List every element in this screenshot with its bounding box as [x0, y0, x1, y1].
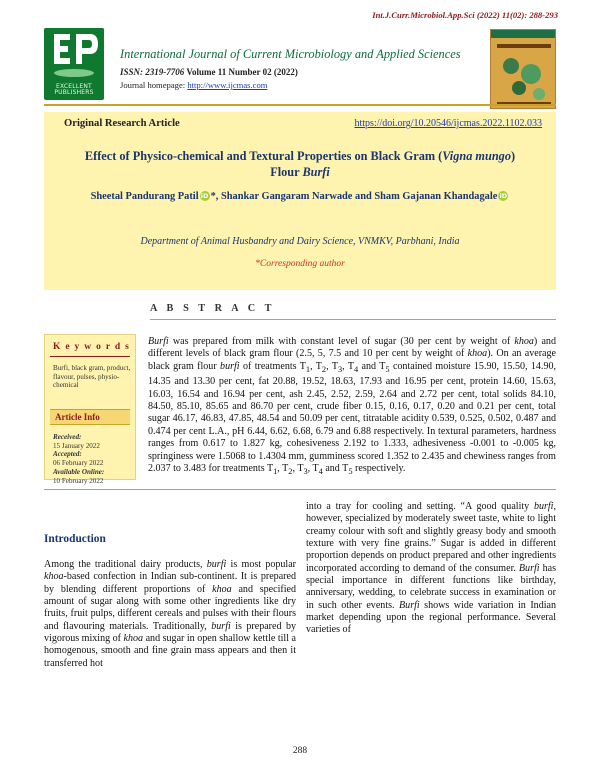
received-label: Received: — [53, 433, 82, 441]
body-text: Among the traditional dairy products, — [44, 559, 207, 570]
orcid-icon[interactable]: iD — [499, 192, 508, 200]
body-text: , however, specialized by moderately sweet taste, white to light creamy colour with soft and slightly greasy body and smooth texture with very fine grains.” Sugar is added in different proportion depends on product prepared and other ingredients incorporated according to demand of the consumer. — [306, 501, 556, 574]
body-italic: khoa — [44, 571, 64, 583]
abs-sub: 1 — [305, 364, 311, 374]
body-text: and specified amount of sugar along with some other ingredients like dry fruits, fruit pulps, different cereals and pulses with their flours and flavouring materials. Traditionally, — [44, 583, 296, 632]
running-head-volume: 11 — [501, 10, 511, 20]
affiliation: Department of Animal Husbandry and Dairy Science, VNMKV, Parbhani, India — [140, 236, 460, 247]
abs-text-3: ). On an average black gram flour — [148, 348, 556, 372]
body-text: is prepared by vigorous mixing of — [44, 620, 296, 645]
body-text: into a tray for cooling and setting. “A good quality — [306, 501, 534, 512]
abs-sub: 3 — [303, 467, 308, 477]
abs-italic-khoa: khoa — [514, 336, 534, 347]
abs-sub: 2 — [321, 364, 327, 374]
accepted-date: 06 February 2022 — [53, 459, 104, 468]
abstract-text: Burfi was prepared from milk with constant level of sugar (30 per cent by weight of khoa) and different levels of black gram flour (2.5, 5, 7.5 and 10 per cent by weight of khoa). On an average black gram flour burfi of treatments $T_1$, $T_2$, $T_3$, $T_4$ and $T_5$ contained moisture 15.90, 15.50, 14.90, 14.35 and 13.30 per cent, fat 20.88, 19.52, 18.63, 17.93 and 16.95 per cent, protein 14.60, 15.63, 16.03, 16.54 and 16.94 per cent, ash 2.45, 2.52, 2.59, 2.64 and 2.72 per cent, total solids 84.10, 84.50, 85.10, 85.65 and 86.70 per cent, crude fiber 0.15, 0.16, 0.17, 0.20 and 0.21 per cent, total sugar 46.17, 46.83, 47.85, 48.54 and 50.09 per cent, titratable acidity 0.539, 0.525, 0.502, 0.487 and 0.474 per cent L.A., pH 6.44, 6.62, 6.68, 6.79 and 6.88 respectively. In textural parameters, hardness ranges from 0.617 to 1.827 kg, cohesiveness 2.192 to 1.333, adhesiveness -0.001 to -0.005 kg, springiness were 1.5068 to 1.4304 mm, gumminess scored 1.352 to 2.435 and chewiness ranges from 2.037 to 3.483 for treatments $T_1$, $T_2$, $T_3$, $T_4$ and $T_5$ respectively. — [148, 336, 556, 477]
online-label: Available Online: — [53, 467, 105, 476]
issn-volume: Volume 11 Number 02 (2022) — [184, 67, 298, 77]
abs-text-5: contained moisture 15.90, 15.50, 14.90, 14.35 and 13.30 per cent, fat 20.88, 19.52, 18.63, 17.93 and 16.95 per cent, protein 14.60, 15.63, 16.03, 16.54 and 16.94 per cent, ash 2.45, 2.52, 2.59, 2.64 and 2.72 per cent, total solids 84.10, 84.50, 85.10, 85.65 and 86.70 per cent, crude fiber 0.15, 0.16, 0.17, 0.20 and 0.21 per cent, total sugar 46.17, 46.83, 47.85, 48.54 and 50.09 per cent, titratable acidity 0.539, 0.525, 0.502, 0.487 and 0.474 per cent L.A., pH 6.44, 6.62, 6.68, 6.79 and 6.88 respectively. In textural parameters, hardness ranges from 0.617 to 1.827 kg, cohesiveness 2.192 to 1.333, adhesiveness -0.001 to -0.005 kg, springiness were 1.5068 to 1.4304 mm, gumminess scored 1.352 to 2.435 and chewiness ranges from 2.037 to 3.483 for treatments T — [148, 360, 556, 475]
abs-sub: 4 — [353, 364, 359, 374]
online-date: 10 February 2022 — [53, 476, 104, 485]
publisher-logo-icon — [44, 28, 104, 82]
body-text: shows wide variation in Indian market depending upon the regional performance. Several varieties of — [306, 599, 556, 636]
title-line2-text: Flour — [270, 165, 303, 179]
body-text: -based confection in Indian sub-continent. It is prepared by blending different proportions of — [44, 571, 296, 595]
keywords-text: Burfi, black gram, product, flavour, pulses, physio-chemical — [53, 364, 131, 390]
homepage-link[interactable]: http://www.ijcmas.com — [187, 80, 268, 90]
abs-sep: , — [310, 360, 316, 372]
abs-sub: 2 — [288, 467, 293, 477]
introduction-heading: Introduction — [44, 533, 106, 545]
doi-link[interactable]: https://doi.org/10.20546/ijcmas.2022.1102.033 — [354, 118, 542, 129]
abs-text-4: of treatments T — [239, 360, 306, 372]
header-divider — [44, 104, 556, 106]
abs-sub: 3 — [337, 364, 343, 374]
body-text: and sugar in open shallow kettle till a homogenous, smooth and fine grain mass appears and then it transferred hot — [44, 633, 296, 669]
body-italic: burfi — [211, 620, 231, 632]
title-paren-close: ) — [510, 149, 516, 163]
abs-sep: , — [342, 360, 348, 372]
issn-line — [120, 67, 298, 77]
abs-sep: and — [358, 360, 380, 372]
journal-homepage — [120, 80, 267, 90]
keywords-divider — [50, 356, 130, 357]
body-text: is most popular — [226, 559, 296, 570]
logo-text-line1: EXCELLENT — [56, 82, 92, 90]
orcid-icon[interactable]: iD — [200, 192, 209, 200]
author-others: *, Shankar Gangaram Narwade and Sham Gajanan Khandagale — [210, 191, 498, 202]
keywords-heading: K e y w o r d s — [53, 342, 131, 352]
received-date: 15 January 2022 — [53, 441, 100, 450]
running-head-journal: Int.J.Curr.Microbiol.App.Sci — [372, 10, 475, 20]
abs-text-2: ) and different levels of black gram flour (2.5, 5, 7.5 and 10 per cent by weight of — [148, 336, 556, 360]
body-column-left — [44, 559, 296, 670]
abs-text-1: was prepared from milk with constant level of sugar (30 per cent by weight of — [168, 336, 515, 347]
abs-italic-khoa: khoa — [467, 348, 488, 360]
body-italic: khoa — [212, 583, 232, 595]
abs-text-6: respectively. — [352, 463, 406, 475]
issn-label: ISSN: 2319-7706 — [120, 67, 185, 77]
article-dates — [53, 433, 133, 485]
journal-cover-image — [490, 29, 556, 109]
cover-art-icon — [491, 30, 556, 109]
abs-italic-burfi: Burfi — [148, 336, 169, 347]
publisher-logo — [44, 28, 104, 100]
body-column-right — [306, 501, 556, 637]
article-title — [56, 148, 544, 180]
accepted-label: Accepted: — [53, 450, 82, 459]
logo-text-line2: PUBLISHERS — [54, 89, 94, 97]
homepage-label: Journal homepage: — [120, 80, 188, 90]
publisher-logo-text — [44, 84, 104, 97]
abs-sub: 5 — [348, 467, 353, 477]
abs-sep: and — [322, 463, 343, 475]
title-species: Vigna mungo — [442, 149, 511, 163]
article-type: Original Research Article — [64, 118, 180, 129]
page-number: 288 — [292, 746, 308, 756]
abstract-heading: A B S T R A C T — [150, 303, 276, 314]
corresponding-author: *Corresponding author — [255, 259, 345, 269]
abs-sep: , — [277, 463, 283, 475]
author-1: Sheetal Pandurang Patil — [90, 191, 199, 202]
abs-sep: , — [326, 360, 332, 372]
running-head-issue-pages: (02): 288-293 — [510, 10, 558, 20]
body-text: has special importance in different functions like birthday, anniversary, wedding, to celebrate success in examination or in such other events. — [306, 562, 556, 611]
running-head — [0, 10, 558, 20]
abs-sep: , — [307, 463, 313, 475]
abs-sep: , — [292, 463, 298, 475]
abs-sub: 5 — [385, 364, 390, 374]
body-italic: Burfi — [518, 562, 540, 574]
title-line1-text: Effect of Physico-chemical and Textural Properties on Black Gram ( — [84, 149, 443, 163]
journal-title: International Journal of Current Microbiology and Applied Sciences — [120, 47, 461, 61]
title-burfi: Burfi — [302, 165, 330, 179]
body-italic: burfi — [206, 559, 227, 570]
running-head-year: (2022) — [476, 10, 500, 20]
body-italic: khoa — [123, 633, 144, 645]
body-italic: Burfi — [399, 599, 420, 611]
body-italic: burfi — [533, 501, 554, 512]
abs-sub: 1 — [273, 467, 278, 477]
abstract-divider — [150, 319, 556, 320]
article-info-heading: Article Info — [55, 412, 100, 422]
abs-italic-burfi: burfi — [220, 360, 240, 372]
abs-sub: 4 — [318, 467, 323, 477]
author-list — [56, 191, 544, 202]
abstract-bottom-divider — [44, 489, 556, 490]
